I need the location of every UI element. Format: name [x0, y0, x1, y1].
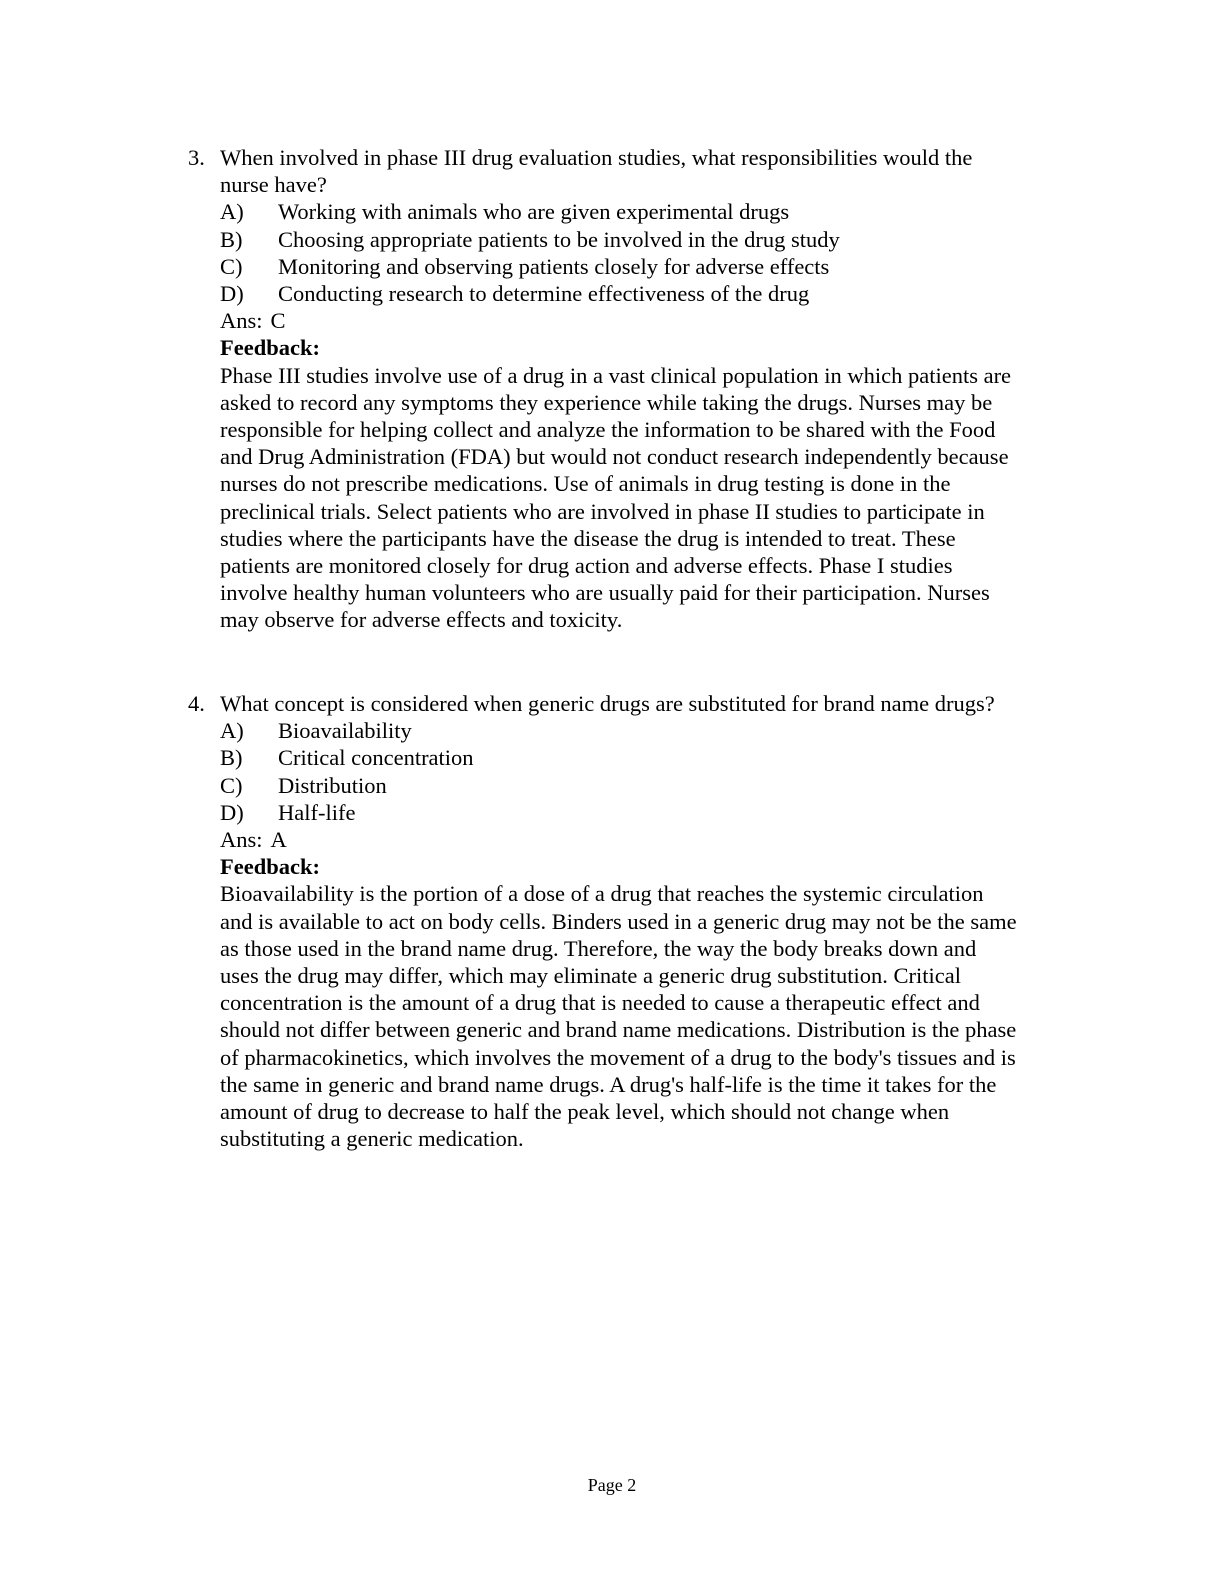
option-c [220, 772, 1068, 799]
option-letter: D) [220, 281, 244, 307]
option-text: Distribution [278, 772, 387, 798]
feedback-line: preclinical trials. Select patients who are involved in phase II studies to participate in [220, 498, 985, 524]
option-text: Conducting research to determine effectiveness of the drug [278, 281, 810, 307]
question-stem-line: When involved in phase III drug evaluation studies, what responsibilities would the [220, 145, 973, 170]
feedback-line: and Drug Administration (FDA) but would not conduct research independently because [220, 444, 1009, 470]
question-3 [188, 144, 1068, 634]
option-letter: B) [220, 745, 243, 771]
feedback-line: as those used in the brand name drug. Therefore, the way the body breaks down and [220, 935, 977, 961]
option-d [220, 799, 1068, 826]
feedback-line: concentration is the amount of a drug that is needed to cause a therapeutic effect and [220, 990, 980, 1016]
option-letter: C) [220, 772, 243, 798]
feedback-line: amount of drug to decrease to half the peak level, which should not change when [220, 1099, 950, 1125]
feedback-line: may observe for adverse effects and toxicity. [220, 607, 623, 633]
option-text: Working with animals who are given experimental drugs [278, 199, 790, 225]
question-stem-line: nurse have? [220, 172, 327, 198]
option-letter: C) [220, 253, 243, 279]
option-text: Critical concentration [278, 745, 474, 771]
feedback-line: studies where the participants have the disease the drug is intended to treat. These [220, 525, 956, 551]
answer-value: A [270, 827, 287, 853]
feedback-text [188, 880, 1060, 1152]
question-number: 4. [188, 691, 205, 716]
feedback-line: patients are monitored closely for drug action and adverse effects. Phase I studies [220, 553, 953, 579]
option-letter: A) [220, 718, 244, 744]
feedback-line: the same in generic and brand name drugs. A drug's half-life is the time it takes for the [220, 1071, 997, 1097]
answer-options [188, 717, 1068, 826]
feedback-text [188, 362, 1060, 634]
feedback-heading: Feedback: [220, 335, 320, 361]
option-b [220, 744, 1068, 771]
option-letter: D) [220, 799, 244, 825]
answer-value: C [270, 308, 286, 334]
answer-options [188, 198, 1068, 307]
option-text: Choosing appropriate patients to be involved in the drug study [278, 226, 840, 252]
option-d [220, 280, 1068, 307]
feedback-line: responsible for helping collect and analyze the information to be shared with the Food [220, 417, 996, 443]
option-text: Bioavailability [278, 718, 412, 744]
option-letter: B) [220, 226, 243, 252]
feedback-line: Bioavailability is the portion of a dose of a drug that reaches the systemic circulation [220, 881, 984, 907]
option-text: Monitoring and observing patients closely for adverse effects [278, 253, 830, 279]
feedback-line: and is available to act on body cells. Binders used in a generic drug may not be the same [220, 908, 1017, 934]
feedback-line: should not differ between generic and brand name medications. Distribution is the phase [220, 1017, 1017, 1043]
option-letter: A) [220, 199, 244, 225]
feedback-line: of pharmacokinetics, which involves the movement of a drug to the body's tissues and is [220, 1044, 1016, 1070]
feedback-heading: Feedback: [220, 854, 320, 880]
question-stem-line: What concept is considered when generic drugs are substituted for brand name drugs? [220, 691, 995, 716]
feedback-line: nurses do not prescribe medications. Use of animals in drug testing is done in the [220, 471, 951, 497]
answer-line [188, 826, 1068, 853]
feedback-line: uses the drug may differ, which may eliminate a generic drug substitution. Critical [220, 963, 961, 989]
feedback-line: Phase III studies involve use of a drug in a vast clinical population in which patients are [220, 362, 1012, 388]
answer-label: Ans: [220, 827, 263, 853]
question-number: 3. [188, 145, 205, 170]
option-b [220, 226, 1068, 253]
option-text: Half-life [278, 799, 356, 825]
option-a [220, 717, 1068, 744]
answer-label: Ans: [220, 308, 263, 334]
feedback-line: involve healthy human volunteers who are usually paid for their participation. Nurses [220, 580, 990, 606]
feedback-line: substituting a generic medication. [220, 1126, 524, 1152]
option-a [220, 198, 1068, 225]
question-stem [188, 690, 1068, 717]
question-4 [188, 690, 1068, 1152]
feedback-line: asked to record any symptoms they experience while taking the drugs. Nurses may be [220, 389, 993, 415]
question-stem [188, 144, 1068, 198]
answer-line [188, 307, 1068, 334]
option-c [220, 253, 1068, 280]
page-number: Page 2 [587, 1475, 637, 1495]
